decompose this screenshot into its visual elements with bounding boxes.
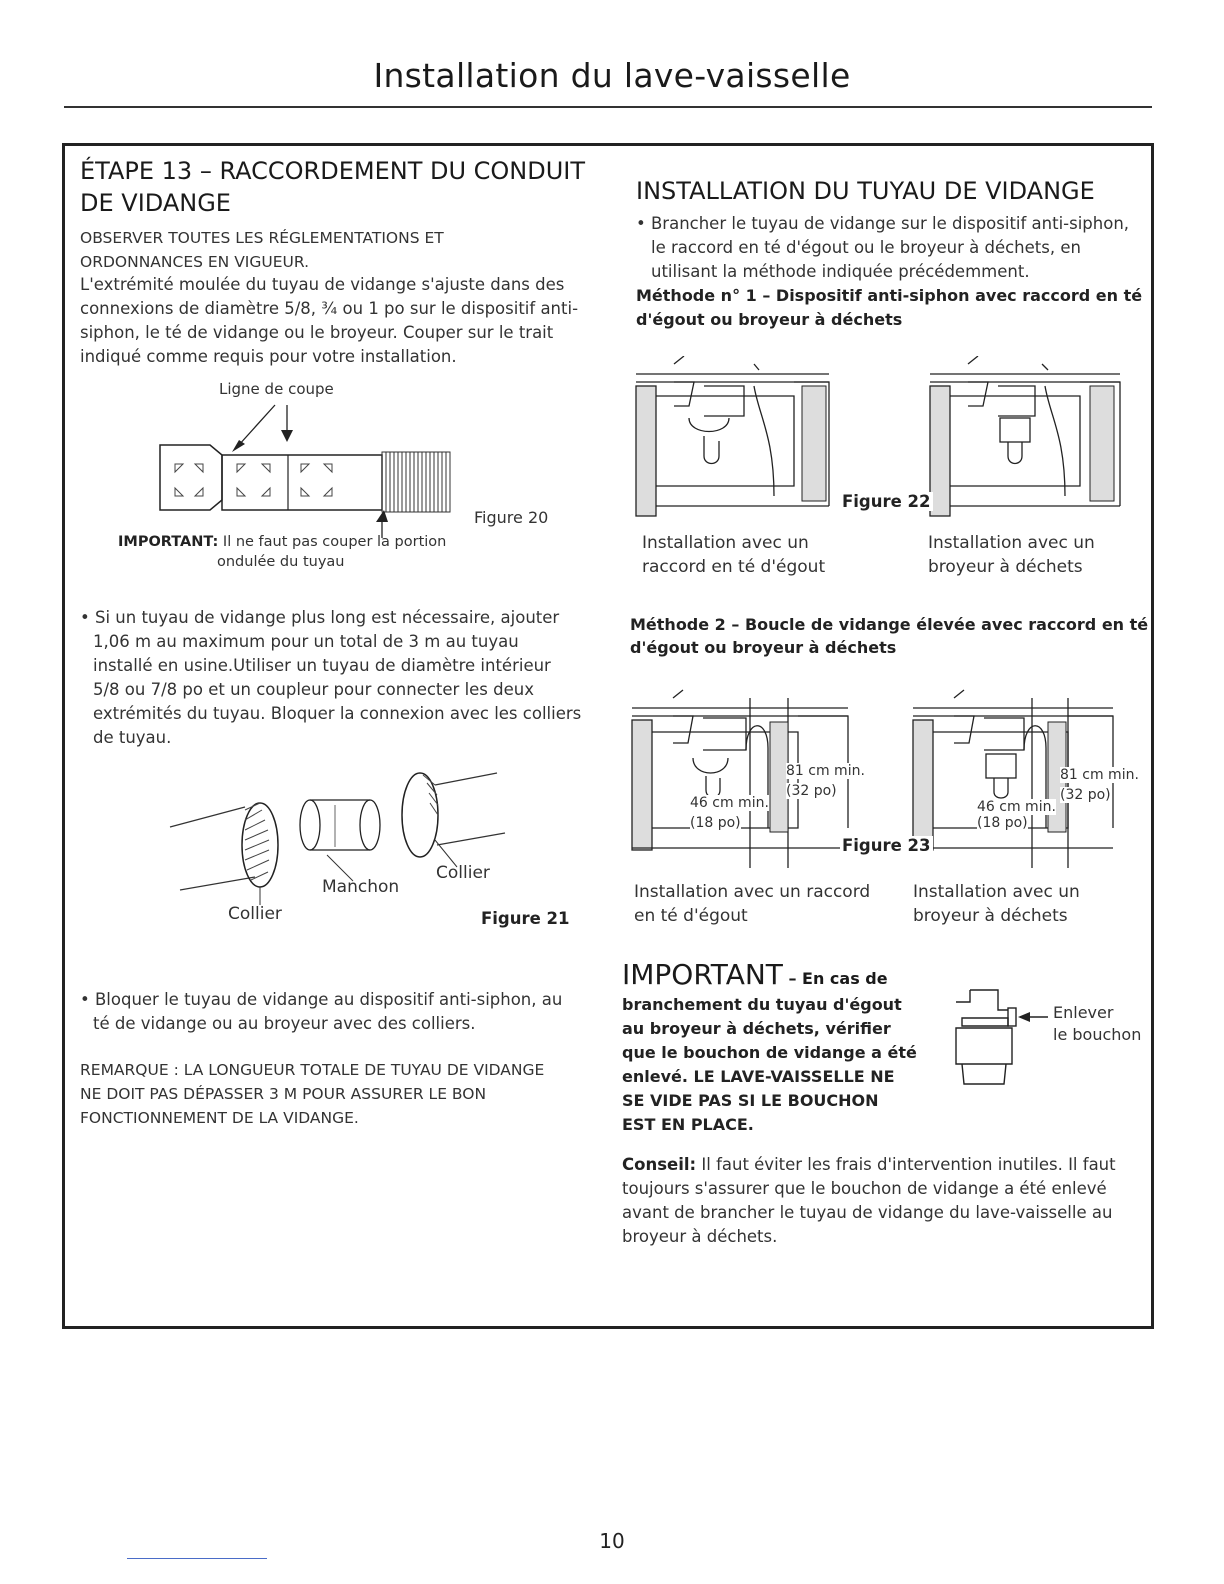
- tip-text-line1: Il faut éviter les frais d'intervention inutiles. Il faut: [696, 1155, 1116, 1174]
- important-line7: EST EN PLACE.: [622, 1115, 754, 1134]
- figure-23-caption-left-line1: Installation avec un raccord: [634, 882, 871, 902]
- tip-line2: toujours s'assurer que le bouchon de vidange a été enlevé: [622, 1179, 1107, 1198]
- figure-22-caption-right-line1: Installation avec un: [928, 533, 1095, 553]
- important-line2: branchement du tuyau d'égout: [622, 995, 902, 1014]
- note-line2: NE DOIT PAS DÉPASSER 3 M POUR ASSURER LE BON: [80, 1085, 487, 1103]
- tip-line1: [622, 1153, 1116, 1177]
- fig23-right-32po: (32 po): [1060, 787, 1111, 803]
- figure-23-caption-left-line2: en té d'égout: [634, 906, 748, 926]
- figure-22-label: Figure 22: [842, 492, 931, 511]
- plug-label-line1: Enlever: [1053, 1003, 1114, 1022]
- important-line6: SE VIDE PAS SI LE BOUCHON: [622, 1091, 879, 1110]
- fig23-left-32po: (32 po): [786, 783, 837, 799]
- manchon-label: Manchon: [322, 877, 400, 897]
- long-hose-line1: • Si un tuyau de vidange plus long est nécessaire, ajouter: [80, 608, 560, 627]
- tip-line4: broyeur à déchets.: [622, 1227, 778, 1246]
- intro-line2: connexions de diamètre 5/8, ¾ ou 1 po sur le dispositif anti-: [80, 299, 579, 318]
- long-hose-line3: installé en usine.Utiliser un tuyau de diamètre intérieur: [93, 656, 551, 675]
- fig23-left-46cm: 46 cm min.: [690, 795, 769, 811]
- figure-23-caption-right-line1: Installation avec un: [913, 882, 1080, 902]
- intro-line4: indiqué comme requis pour votre installation.: [80, 347, 457, 366]
- figure-23-label: Figure 23: [842, 836, 931, 855]
- figure-22-caption-right-line2: broyeur à déchets: [928, 557, 1083, 577]
- drain-install-line2: le raccord en té d'égout ou le broyeur à déchets, en: [651, 238, 1081, 257]
- collier-right-label: Collier: [436, 863, 490, 883]
- title-divider: [64, 106, 1152, 108]
- important-line5: enlevé. LE LAVE-VAISSELLE NE: [622, 1067, 895, 1086]
- figure-20-important-label: IMPORTANT:: [118, 534, 219, 550]
- regulations-line2: ORDONNANCES EN VIGUEUR.: [80, 253, 310, 271]
- intro-line1: L'extrémité moulée du tuyau de vidange s'ajuste dans des: [80, 275, 565, 294]
- fig23-left-18po: (18 po): [690, 815, 741, 831]
- cut-line-label: Ligne de coupe: [219, 380, 334, 398]
- page-title: Installation du lave-vaisselle: [373, 56, 851, 95]
- important-line3: au broyeur à déchets, vérifier: [622, 1019, 891, 1038]
- note-line1: REMARQUE : LA LONGUEUR TOTALE DE TUYAU DE VIDANGE: [80, 1061, 545, 1079]
- disposer-plug-diagram: [950, 988, 1050, 1088]
- footer-link-line: [127, 1558, 267, 1559]
- clamp-line2: té de vidange ou au broyeur avec des colliers.: [93, 1014, 476, 1033]
- intro-line3: siphon, le té de vidange ou le broyeur. Couper sur le trait: [80, 323, 554, 342]
- clamp-line1: • Bloquer le tuyau de vidange au dispositif anti-siphon, au: [80, 990, 563, 1009]
- drain-install-heading: INSTALLATION DU TUYAU DE VIDANGE: [636, 177, 1095, 205]
- figure-20-important-line2: ondulée du tuyau: [217, 554, 345, 570]
- figure-20-important-line1: [118, 534, 446, 550]
- long-hose-line6: de tuyau.: [93, 728, 172, 747]
- important-big-label: IMPORTANT: [622, 958, 783, 991]
- figure-22-caption-left-line2: raccord en té d'égout: [642, 557, 826, 577]
- step-heading-line1: ÉTAPE 13 – RACCORDEMENT DU CONDUIT: [80, 157, 586, 185]
- fig23-right-18po: (18 po): [977, 815, 1028, 831]
- method1-line1: Méthode n° 1 – Dispositif anti-siphon avec raccord en té: [636, 286, 1143, 305]
- figure-20-label: Figure 20: [474, 508, 549, 527]
- method2-line2: d'égout ou broyeur à déchets: [630, 638, 897, 657]
- figure-23-caption-right-line2: broyeur à déchets: [913, 906, 1068, 926]
- important-small-label: – En cas de: [782, 969, 888, 988]
- long-hose-line4: 5/8 ou 7/8 po et un coupleur pour connecter les deux: [93, 680, 534, 699]
- fig23-right-81cm: 81 cm min.: [1060, 767, 1139, 783]
- note-line3: FONCTIONNEMENT DE LA VIDANGE.: [80, 1109, 359, 1127]
- fig23-right-46cm: 46 cm min.: [977, 799, 1056, 815]
- long-hose-line2: 1,06 m au maximum pour un total de 3 m au tuyau: [93, 632, 519, 651]
- regulations-line1: OBSERVER TOUTES LES RÉGLEMENTATIONS ET: [80, 229, 444, 247]
- tip-line3: avant de brancher le tuyau de vidange du lave-vaisselle au: [622, 1203, 1113, 1222]
- important-line4: que le bouchon de vidange a été: [622, 1043, 917, 1062]
- method1-line2: d'égout ou broyeur à déchets: [636, 310, 903, 329]
- figure-21-label: Figure 21: [481, 909, 570, 928]
- step-heading-line2: DE VIDANGE: [80, 189, 231, 217]
- page-number: 10: [599, 1529, 625, 1553]
- figure-22-caption-left-line1: Installation avec un: [642, 533, 809, 553]
- fig23-left-81cm: 81 cm min.: [786, 763, 865, 779]
- figure-20-important-text: Il ne faut pas couper la portion: [222, 534, 447, 550]
- method2-line1: Méthode 2 – Boucle de vidange élevée avec raccord en té: [630, 615, 1149, 634]
- drain-install-line3: utilisant la méthode indiquée précédemment.: [651, 262, 1030, 281]
- figure-20-hose-diagram: [150, 400, 460, 540]
- drain-install-line1: • Brancher le tuyau de vidange sur le dispositif anti-siphon,: [636, 214, 1130, 233]
- tip-label: Conseil:: [622, 1155, 697, 1174]
- collier-left-label: Collier: [228, 904, 282, 924]
- plug-label-line2: le bouchon: [1053, 1025, 1142, 1044]
- long-hose-line5: extrémités du tuyau. Bloquer la connexion avec les colliers: [93, 704, 582, 723]
- important-heading: [622, 958, 888, 991]
